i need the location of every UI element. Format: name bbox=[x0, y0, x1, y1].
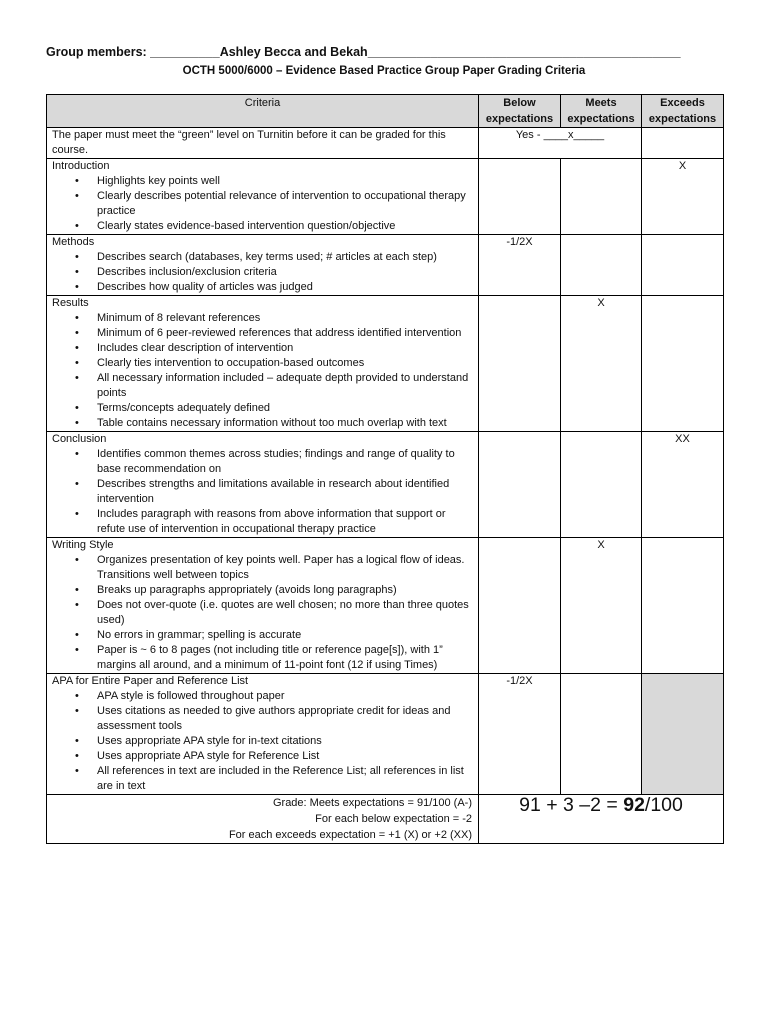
below-mark: -1/2X bbox=[479, 235, 561, 296]
column-header-exceeds: Exceeds expectations bbox=[642, 95, 724, 128]
table-header-row bbox=[47, 95, 724, 128]
below-mark: -1/2X bbox=[479, 674, 561, 795]
turnitin-requirement: The paper must meet the “green” level on Turnitin before it can be graded for this course. bbox=[47, 128, 479, 159]
criteria-item: • APA style is followed throughout paper bbox=[52, 689, 478, 704]
criteria-item: • Uses appropriate APA style for in-text citations bbox=[52, 734, 478, 749]
criteria-row-introduction bbox=[47, 159, 724, 235]
grading-rubric-table bbox=[46, 94, 724, 844]
grading-rule-exceeds: For each exceeds expectation = +1 (X) or +2 (XX) bbox=[228, 829, 472, 841]
criteria-item: • Terms/concepts adequately defined bbox=[52, 401, 478, 416]
criteria-cell bbox=[47, 235, 479, 296]
criteria-row-methods bbox=[47, 235, 724, 296]
criteria-item: • Does not over-quote (i.e. quotes are well chosen; no more than three quotes used) bbox=[52, 598, 478, 628]
meets-mark bbox=[561, 235, 642, 296]
exceeds-mark-shaded bbox=[642, 674, 724, 795]
criteria-item: • Clearly ties intervention to occupation-based outcomes bbox=[52, 356, 478, 371]
score-denominator: /100 bbox=[644, 794, 683, 816]
meets-mark: X bbox=[561, 538, 642, 674]
criteria-list bbox=[52, 311, 478, 431]
criteria-item: • Table contains necessary information without too much overlap with text bbox=[52, 416, 478, 431]
column-header-criteria: Criteria bbox=[47, 95, 479, 128]
section-title: Writing Style bbox=[52, 539, 114, 551]
group-members-line: Group members: __________Ashley Becca and Bekah_____________________________________________ bbox=[46, 45, 681, 59]
criteria-list bbox=[52, 689, 478, 794]
meets-mark bbox=[561, 159, 642, 235]
exceeds-mark: X bbox=[642, 159, 724, 235]
criteria-row-results bbox=[47, 296, 724, 432]
below-mark bbox=[479, 296, 561, 432]
section-title: Introduction bbox=[52, 160, 110, 172]
criteria-cell bbox=[47, 432, 479, 538]
criteria-item: • Describes inclusion/exclusion criteria bbox=[52, 265, 478, 280]
exceeds-mark: XX bbox=[642, 432, 724, 538]
criteria-item: • Minimum of 6 peer-reviewed references that address identified intervention bbox=[52, 326, 478, 341]
grading-row bbox=[47, 795, 724, 844]
criteria-item: • Includes clear description of intervention bbox=[52, 341, 478, 356]
section-title: APA for Entire Paper and Reference List bbox=[52, 675, 249, 687]
criteria-item: • Paper is ~ 6 to 8 pages (not including title or reference page[s]), with 1” margins all around, and a minimum of 11-point font (12 if using Times) bbox=[52, 643, 478, 673]
criteria-item: • Breaks up paragraphs appropriately (avoids long paragraphs) bbox=[52, 583, 478, 598]
criteria-item: • Identifies common themes across studies; findings and range of quality to base recommendation on bbox=[52, 447, 478, 477]
criteria-item: • Describes strengths and limitations available in research about identified intervention bbox=[52, 477, 478, 507]
criteria-item: • Clearly describes potential relevance of intervention to occupational therapy practice bbox=[52, 189, 478, 219]
score-calculation: 91 + 3 –2 = bbox=[519, 794, 624, 816]
section-title: Results bbox=[52, 297, 89, 309]
meets-mark bbox=[561, 674, 642, 795]
criteria-list bbox=[52, 553, 478, 673]
below-mark bbox=[479, 432, 561, 538]
criteria-row-writing-style bbox=[47, 538, 724, 674]
column-header-below: Below expectations bbox=[479, 95, 561, 128]
grading-rule-below: For each below expectation = -2 bbox=[315, 813, 472, 825]
turnitin-empty-cell bbox=[642, 128, 724, 159]
criteria-list bbox=[52, 447, 478, 537]
criteria-row-conclusion bbox=[47, 432, 724, 538]
criteria-item: • Describes how quality of articles was judged bbox=[52, 280, 478, 295]
document-title: OCTH 5000/6000 – Evidence Based Practice Group Paper Grading Criteria bbox=[182, 65, 586, 77]
grading-rules bbox=[47, 795, 479, 844]
meets-mark: X bbox=[561, 296, 642, 432]
exceeds-mark bbox=[642, 296, 724, 432]
meets-mark bbox=[561, 432, 642, 538]
criteria-item: • Uses citations as needed to give authors appropriate credit for ideas and assessment tools bbox=[52, 704, 478, 734]
exceeds-mark bbox=[642, 235, 724, 296]
criteria-list bbox=[52, 174, 478, 234]
criteria-item: • Includes paragraph with reasons from above information that support or refute use of intervention in occupational therapy practice bbox=[52, 507, 478, 537]
below-mark bbox=[479, 538, 561, 674]
below-mark bbox=[479, 159, 561, 235]
criteria-row-apa bbox=[47, 674, 724, 795]
turnitin-answer: Yes - ____x_____ bbox=[479, 128, 642, 159]
criteria-item: • Uses appropriate APA style for Reference List bbox=[52, 749, 478, 764]
grading-rule-meets: Grade: Meets expectations = 91/100 (A-) bbox=[272, 797, 472, 809]
exceeds-mark bbox=[642, 538, 724, 674]
score-total: 92 bbox=[623, 794, 645, 816]
criteria-item: • Highlights key points well bbox=[52, 174, 478, 189]
criteria-list bbox=[52, 250, 478, 295]
turnitin-row bbox=[47, 128, 724, 159]
section-title: Conclusion bbox=[52, 433, 107, 445]
criteria-item: • Clearly states evidence-based intervention question/objective bbox=[52, 219, 478, 234]
criteria-item: • Minimum of 8 relevant references bbox=[52, 311, 478, 326]
criteria-item: • All necessary information included – adequate depth provided to understand points bbox=[52, 371, 478, 401]
criteria-cell bbox=[47, 296, 479, 432]
column-header-meets: Meets expectations bbox=[561, 95, 642, 128]
criteria-item: • All references in text are included in the Reference List; all references in list are in text bbox=[52, 764, 478, 794]
section-title: Methods bbox=[52, 236, 95, 248]
criteria-cell bbox=[47, 159, 479, 235]
final-score bbox=[479, 795, 724, 844]
criteria-item: • Organizes presentation of key points well. Paper has a logical flow of ideas. Transitions well between topics bbox=[52, 553, 478, 583]
criteria-cell bbox=[47, 538, 479, 674]
criteria-cell bbox=[47, 674, 479, 795]
criteria-item: • No errors in grammar; spelling is accurate bbox=[52, 628, 478, 643]
criteria-item: • Describes search (databases, key terms used; # articles at each step) bbox=[52, 250, 478, 265]
